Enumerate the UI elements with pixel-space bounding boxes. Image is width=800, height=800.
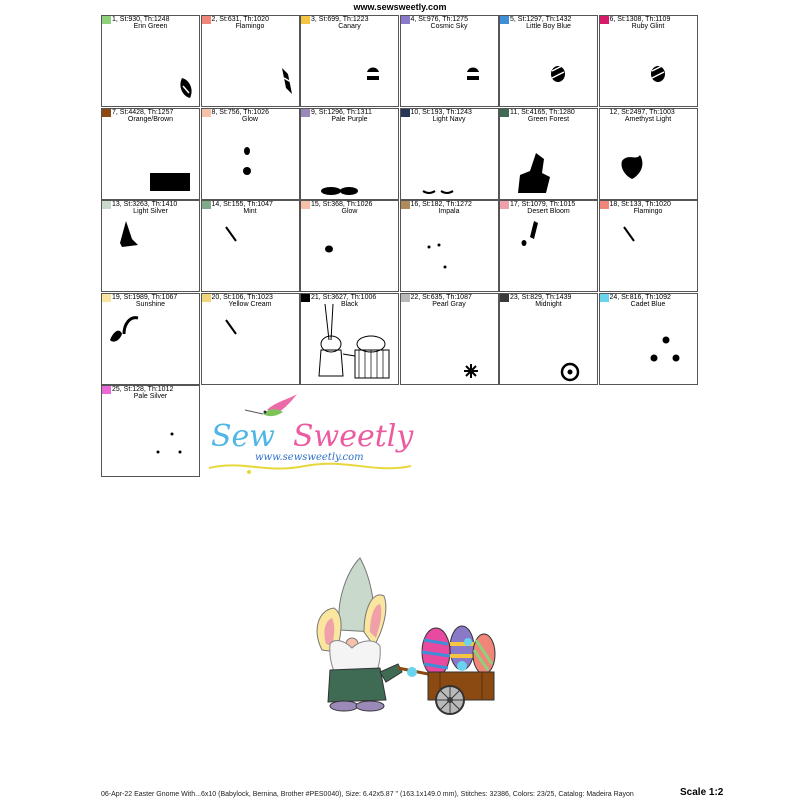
dots-icon [202,109,299,199]
flowers-icon [600,294,697,384]
logo-url: www.sewsweetly.com [255,452,364,463]
color-stitch-info: 23, St:829, Th:1439 [510,293,572,301]
cart-box-icon [102,109,199,199]
color-stitch-info: 7, St:4428, Th:1257 [112,108,174,116]
egg-stripes-icon [600,16,697,106]
color-stitch-info: 8, St:756, Th:1026 [211,108,269,116]
dot-icon [301,201,398,291]
color-stitch-info: 16, St:182, Th:1272 [410,201,472,208]
color-stitch-info: 12, St:2497, Th:1003 [609,108,675,116]
color-thread-name: Cadet Blue [630,300,666,308]
hummingbird-icon [245,394,297,416]
color-stitch-info: 2, St:631, Th:1020 [211,16,269,23]
color-stitch-info: 20, St:106, Th:1023 [211,293,273,301]
color-thread-name: Midnight [535,300,562,308]
color-thread-name: Canary [338,23,361,30]
egg-band-icon [401,16,498,106]
color-cell [400,108,499,200]
color-cell [201,293,300,385]
color-stitch-info: 18, St:133, Th:1020 [609,201,671,208]
svg-text:Sew: Sew [211,419,275,454]
color-thread-name: Pearl Gray [432,300,466,308]
svg-text:Sweetly: Sweetly [293,419,414,454]
color-cell [101,200,200,292]
color-cell [599,200,698,292]
logo-brand-text [211,419,414,454]
color-thread-name: Amethyst Light [624,115,672,123]
color-stitch-info: 14, St:155, Th:1047 [211,201,273,208]
color-cell [201,200,300,292]
leaf-piece-icon [102,16,199,106]
ears-icon [500,201,597,291]
color-stitch-info: 25, St:128, Th:1012 [112,386,174,393]
color-stitch-info: 13, St:3263, Th:1410 [112,201,178,208]
hat-icon [102,201,199,291]
color-stitch-info: 17, St:1079, Th:1015 [510,201,576,208]
color-cell [101,15,200,107]
site-header: www.sewsweetly.com [353,2,447,12]
color-stitch-info: 10, St:193, Th:1243 [410,108,472,116]
color-cell [300,108,399,200]
color-cell [400,15,499,107]
color-thread-name: Pale Purple [331,115,368,123]
color-cell [499,293,598,385]
color-cell [499,15,598,107]
color-stitch-info: 21, St:3627, Th:1006 [311,293,377,301]
color-thread-name: Erin Green [133,23,168,30]
color-cell [300,15,399,107]
color-cell [400,200,499,292]
stripe-piece-icon [202,16,299,106]
color-thread-name: Impala [438,208,460,215]
wheel-icon [500,294,597,384]
feather-icon [202,294,299,384]
color-thread-name: Green Forest [527,115,570,123]
color-cell [400,293,499,385]
color-thread-name: Ruby Glint [631,23,665,30]
color-thread-name: Light Silver [133,208,168,215]
color-thread-name: Light Navy [432,115,466,123]
color-thread-name: Sunshine [135,300,166,308]
feather-icon [600,201,697,291]
color-cell [101,108,200,200]
color-stitch-info: 3, St:699, Th:1223 [311,16,369,23]
specks-icon [401,201,498,291]
color-stitch-info: 6, St:1308, Th:1109 [609,16,671,23]
color-cell [201,108,300,200]
feather-icon [202,201,299,291]
egg-stripes-icon [500,16,597,106]
color-cell [499,200,598,292]
color-cell [599,15,698,107]
scale-label: Scale 1:2 [680,787,724,798]
color-thread-name: Little Boy Blue [526,23,571,30]
color-thread-name: Mint [243,208,257,215]
color-stitch-info: 5, St:1297, Th:1432 [510,16,572,23]
color-cell [201,15,300,107]
color-stitch-info: 19, St:1989, Th:1067 [112,293,178,301]
beard-icon [600,109,697,199]
color-stitch-info: 22, St:635, Th:1087 [410,293,472,301]
star-icon [401,294,498,384]
color-cell [300,200,399,292]
color-thread-name: Black [340,300,359,308]
color-cell [599,293,698,385]
easter-gnome-design-preview [300,540,510,725]
color-cell [101,385,200,477]
outline-art-icon [301,294,398,384]
color-stitch-info: 15, St:368, Th:1026 [311,201,373,208]
shoes-icon [301,109,398,199]
color-thread-name: Orange/Brown [127,115,174,123]
color-thread-name: Desert Bloom [527,208,570,215]
color-stitch-info: 9, St:1296, Th:1311 [311,108,372,116]
color-stitch-info: 24, St:816, Th:1092 [609,293,671,301]
color-stitch-info: 1, St:930, Th:1248 [112,16,170,23]
color-thread-name: Pale Silver [133,393,168,400]
lashes-icon [401,109,498,199]
color-thread-name: Glow [242,115,258,123]
three-dots-icon [102,386,199,476]
color-thread-name: Flamingo [633,208,663,215]
color-thread-name: Yellow Cream [228,300,272,308]
color-cell [101,293,200,385]
color-cell [300,293,399,385]
color-cell [499,108,598,200]
design-info-footer: 06-Apr-22 Easter Gnome With...6x10 (Babylock, Bernina, Brother #PES0040), Size: 6.42x5.87 " (163.1x149.0 mm), Stitches: 32386, Colors: 23/25, Catalog: Madeira Rayon [101,791,634,798]
color-thread-name: Flamingo [235,23,265,30]
body-icon [500,109,597,199]
color-thread-name: Glow [341,208,358,215]
ears-outline-icon [102,294,199,384]
color-cell [599,108,698,200]
color-stitch-info: 4, St:976, Th:1275 [410,16,468,23]
color-stitch-info: 11, St:4165, Th:1280 [510,108,575,116]
egg-band-icon [301,16,398,106]
color-thread-name: Cosmic Sky [430,23,468,30]
sew-sweetly-logo [205,388,415,478]
